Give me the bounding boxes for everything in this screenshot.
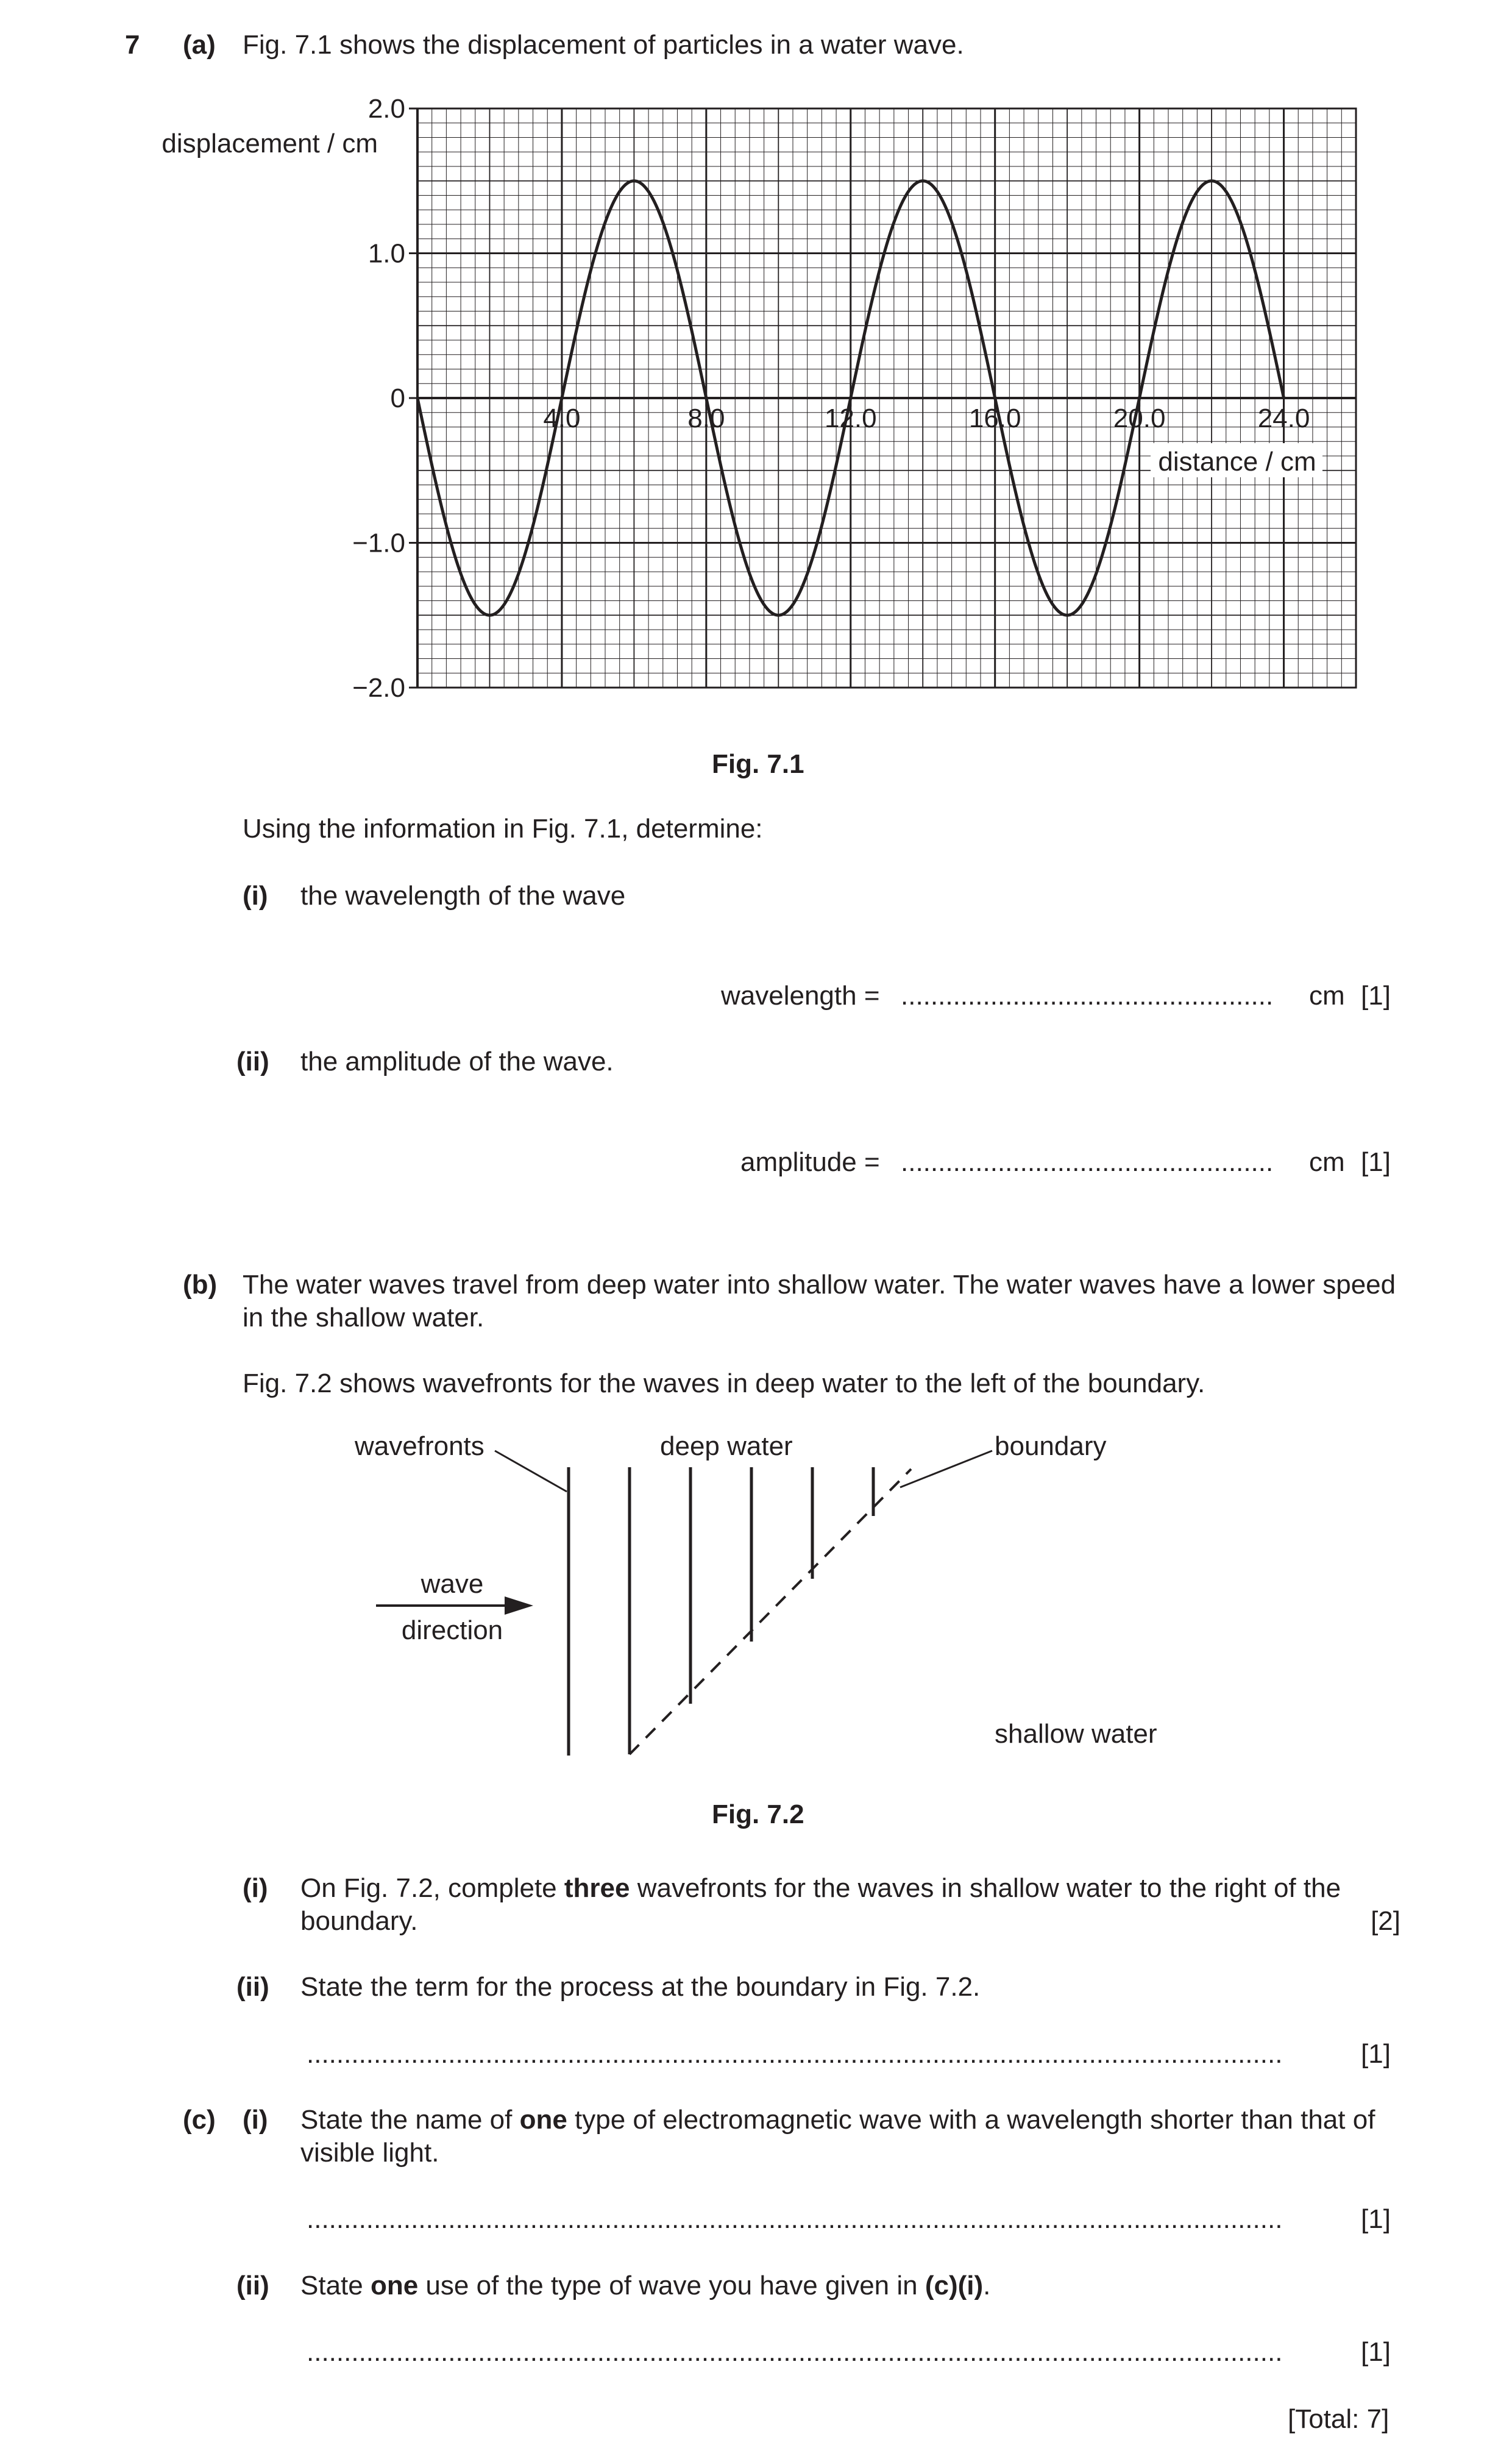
y-tick-label: 0 (390, 383, 405, 413)
part-c-i-answer-line[interactable]: ................................................................................................................................... (307, 2204, 1283, 2234)
figure-7-1-caption: Fig. 7.1 (712, 749, 804, 779)
displacement-distance-chart (0, 0, 1512, 731)
wave-label: wave (421, 1569, 484, 1599)
part-c-ii-marks: [1] (1361, 2337, 1391, 2367)
part-a-ii-text: the amplitude of the wave. (300, 1047, 614, 1076)
boundary-dashed-line (630, 1469, 911, 1754)
part-a-i-text: the wavelength of the wave (300, 881, 626, 911)
x-axis-label: distance / cm (1158, 447, 1316, 477)
part-b-intro: The water waves travel from deep water into shallow water. The water waves have a lower speed in the shallow water. (243, 1270, 1396, 1333)
direction-label: direction (401, 1615, 503, 1645)
deep-water-label: deep water (660, 1431, 793, 1461)
part-a-label: (a) (183, 30, 216, 60)
part-c-ii-text: State one use of the type of wave you have given in (c)(i). (300, 2271, 991, 2300)
wavelength-marks: [1] (1361, 981, 1391, 1011)
x-tick-label: 20.0 (1113, 404, 1166, 433)
wavefront-diagram (0, 1402, 1512, 1780)
part-c-i-label: (i) (243, 2105, 268, 2135)
wave-direction-arrowhead-icon (505, 1596, 533, 1615)
wavelength-unit: cm (1309, 981, 1345, 1011)
x-tick-labels (543, 404, 1310, 433)
part-b-label: (b) (183, 1270, 218, 1300)
amplitude-answer-line[interactable]: .................................................. (901, 1147, 1274, 1177)
part-a-i-label: (i) (243, 881, 268, 911)
x-tick-label: 12.0 (824, 404, 877, 433)
y-tick-marks (409, 109, 417, 688)
y-tick-label: −1.0 (352, 528, 405, 558)
x-tick-label: 4.0 (543, 404, 581, 433)
part-c-label: (c) (183, 2105, 216, 2135)
x-tick-label: 24.0 (1257, 404, 1310, 433)
amplitude-marks: [1] (1361, 1147, 1391, 1177)
part-c-i-text: State the name of one type of electromagnetic wave with a wavelength shorter than that of visible light. (300, 2105, 1375, 2168)
y-tick-label: 2.0 (367, 94, 405, 124)
y-tick-labels (352, 94, 405, 703)
part-a-intro: Fig. 7.1 shows the displacement of particles in a water wave. (243, 30, 964, 60)
boundary-pointer-line (900, 1451, 992, 1487)
wavelength-answer-line[interactable]: .................................................. (901, 981, 1274, 1011)
part-b-ii-label: (ii) (236, 1972, 269, 2002)
y-tick-label: −2.0 (352, 673, 405, 703)
figure-7-2-caption: Fig. 7.2 (712, 1799, 804, 1829)
question-total: [Total: 7] (1288, 2404, 1390, 2434)
part-b-ii-answer-line[interactable]: ................................................................................................................................... (307, 2039, 1283, 2069)
x-tick-label: 16.0 (968, 404, 1021, 433)
wavelength-answer-label: wavelength = (721, 981, 880, 1011)
part-c-i-marks: [1] (1361, 2204, 1391, 2234)
y-tick-label: 1.0 (367, 238, 405, 269)
part-b-i-label: (i) (243, 1873, 268, 1903)
wavefronts-pointer-line (495, 1451, 567, 1492)
question-number: 7 (125, 30, 140, 60)
x-tick-label: 8.0 (687, 404, 725, 433)
y-axis-label: displacement / cm (161, 129, 378, 158)
part-b-ii-text: State the term for the process at the boundary in Fig. 7.2. (300, 1972, 981, 2002)
part-b-i-text: On Fig. 7.2, complete three wavefronts for the waves in shallow water to the right of the boundary. (300, 1873, 1341, 1936)
part-a-ii-label: (ii) (236, 1047, 269, 1076)
amplitude-answer-label: amplitude = (740, 1147, 880, 1177)
amplitude-unit: cm (1309, 1147, 1345, 1177)
part-a-lead: Using the information in Fig. 7.1, determine: (243, 814, 763, 844)
part-b-ii-marks: [1] (1361, 2039, 1391, 2069)
part-c-ii-answer-line[interactable]: ................................................................................................................................... (307, 2337, 1283, 2367)
shallow-water-label: shallow water (995, 1719, 1157, 1749)
wavefronts-label: wavefronts (355, 1431, 484, 1461)
part-b-i-marks: [2] (1371, 1906, 1400, 1936)
boundary-label: boundary (995, 1431, 1107, 1461)
part-c-ii-label: (ii) (236, 2271, 269, 2300)
part-b-lead: Fig. 7.2 shows wavefronts for the waves in deep water to the left of the boundary. (243, 1368, 1205, 1398)
